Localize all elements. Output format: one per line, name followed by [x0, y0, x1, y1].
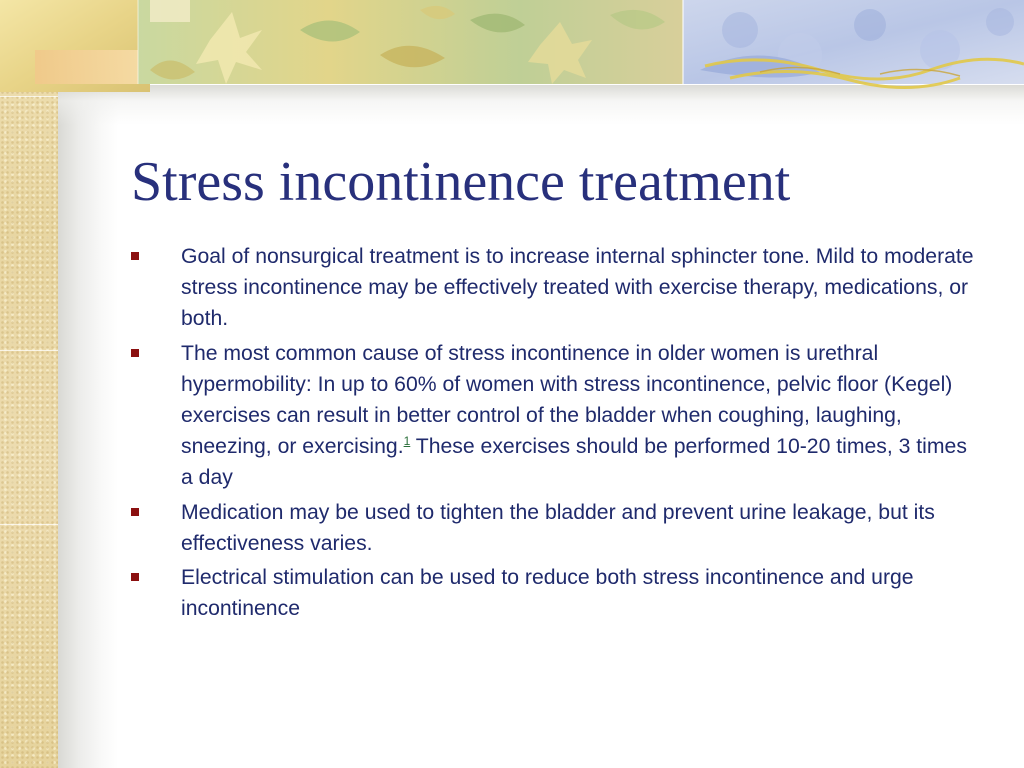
- slide-title: Stress incontinence treatment: [131, 151, 791, 213]
- bullet-text: Goal of nonsurgical treatment is to increase internal sphincter tone. Mild to moderate stress incontinence may be effectively treated with exercise therapy, medications, or both.: [181, 245, 974, 331]
- bullet-item: [128, 241, 978, 335]
- bullet-list: [128, 241, 978, 627]
- bullet-text: Medication may be used to tighten the bladder and prevent urine leakage, but its effectiveness varies.: [181, 500, 935, 555]
- bullet-item: [128, 497, 978, 559]
- bullet-item: [128, 562, 978, 624]
- bullet-text: Electrical stimulation can be used to reduce both stress incontinence and urge incontinence: [181, 566, 914, 621]
- bullet-item: [128, 338, 978, 494]
- bullet-text-continued: These exercises should be performed 10-20 times, 3 times a day: [181, 435, 967, 490]
- square-bullet-icon: [131, 252, 139, 260]
- footnote-link[interactable]: 1: [403, 434, 411, 449]
- decorative-banner: [0, 0, 1024, 92]
- left-texture-strip: [0, 0, 58, 768]
- square-bullet-icon: [131, 508, 139, 516]
- square-bullet-icon: [131, 573, 139, 581]
- bullet-text: The most common cause of stress incontinence in older women is urethral hypermobility: In up to 60% of women with stress incontinence, pelvic floor (Kegel) exercises can result in better control of the bladder when coughing, laughing, sneezing, or exercising.: [181, 341, 953, 459]
- square-bullet-icon: [131, 349, 139, 357]
